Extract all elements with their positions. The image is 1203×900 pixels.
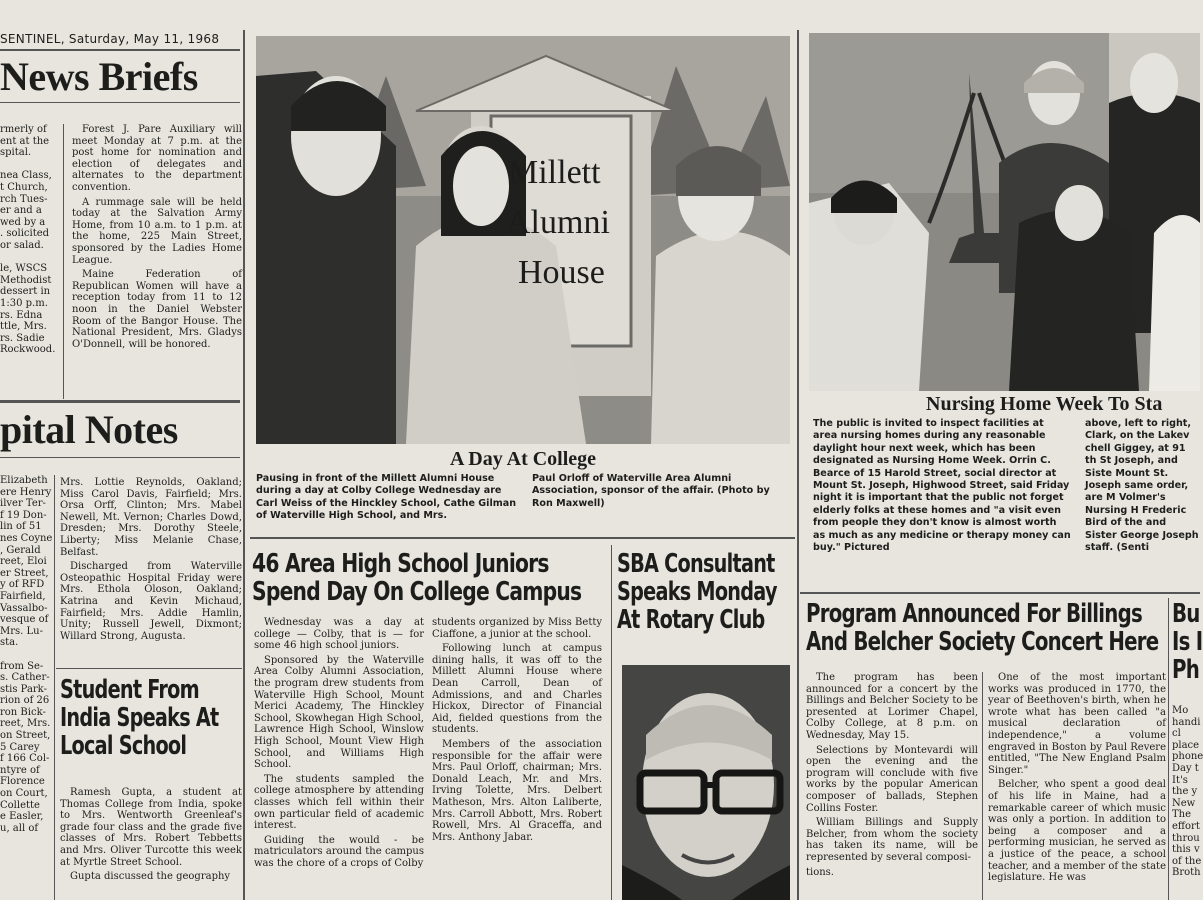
briefs-rule <box>0 102 240 103</box>
briefs-fragment-line: wed by a <box>0 216 46 228</box>
college-caption-right: Paul Orloff of Waterville Area Alumni Association, sponsor of the affair. (Photo by Ron Maxwell) <box>532 473 770 509</box>
hospital-fragment-line: ere Henry <box>0 486 52 498</box>
india-paragraph: Gupta discussed the geography <box>70 871 231 883</box>
nursing-home-photo <box>809 33 1200 391</box>
right-edge-fragment-line: phone <box>1172 751 1203 763</box>
hospital-fragment-line: ilver Ter- <box>0 498 46 510</box>
hospital-fragment-line: Elizabeth <box>0 475 48 486</box>
right-edge-fragment-line: The <box>1172 809 1192 821</box>
hospital-fragment-line: reet, Mrs. <box>0 718 51 730</box>
nursing-caption-left: The public is invited to inspect facilities at area nursing homes during any reasonable daylight hour next week, which has been designated as Nursing Home Week. Orrin C. Bearce of 15 Harold Street, social director at Mount St. Joseph, Highwood Street, said Friday night it is important that the public not forget elderly folks at these homes and "a visit even from people they don't know is almost worth as much as any medicine or therapy money can buy." Pictured <box>813 418 1071 554</box>
india-headline <box>60 676 240 760</box>
masthead-rule <box>0 49 240 51</box>
juniors-paragraph: Members of the association responsible for the affair were Mrs. Paul Orloff, chairman; Mrs. Donald Leach, Mr. and Mrs. Irving Tolette, Mrs. Delbert Matheson, Mrs. Alton Laliberte, Mrs. Carroll Abbott, Mrs. Robert Rowell, Mrs. Al Graceffa, and Mrs. Anthony Jabar. <box>432 738 602 843</box>
sba-headline <box>617 550 797 634</box>
nursing-caption-right: above, left to right, Clark, on the Lakev chell Giggey, at 91 th St Joseph, and Siste Mount St. Joseph same order, are M Volmer's Nursing H Frederic Bird of the and Sister George Joseph staff. (Senti <box>1085 418 1199 554</box>
brief-paragraph: A rummage sale will be held today at the Salvation Army Home, from 10 a.m. to 1 p.m. at the home, 225 Main Street, sponsored by the Ladies Home League. <box>72 196 242 266</box>
hospital-fragment-line: u, all of <box>0 822 39 834</box>
brief-paragraph: Maine Federation of Republican Women will have a reception today from 11 to 12 noon in the Daniel Webster Room of the Bangor House. The National President, Mrs. Gladys O'Donnell, will be honored. <box>72 269 242 350</box>
hospital-fragment-line: on Street, <box>0 730 51 742</box>
juniors-column-1 <box>254 617 424 900</box>
hospital-fragment-line: from Se- <box>0 660 44 672</box>
right-edge-title-line: Is I <box>1172 627 1203 658</box>
hospital-fragment-line: y of RFD <box>0 579 45 591</box>
section-rule <box>250 537 795 539</box>
right-edge-column <box>1172 705 1203 900</box>
briefs-fragment-line: 1:30 p.m. <box>0 297 48 309</box>
juniors-headline <box>252 550 612 606</box>
india-title-line: Local School <box>60 731 187 762</box>
college-caption-left: Pausing in front of the Millett Alumni House during a day at Colby College Wednesday are Carl Weiss of the Hinckley School, Cathe Gilman of Waterville High School, and Mrs. <box>256 473 517 522</box>
briefs-fragment-line: er and a <box>0 205 42 217</box>
hospital-fragment-line: reet, Eloi <box>0 556 47 568</box>
briefs-fragment-line: or salad. <box>0 239 44 251</box>
college-photo-headline: A Day At College <box>449 448 597 470</box>
masthead: SENTINEL, Saturday, May 11, 1968 <box>0 32 220 46</box>
juniors-paragraph: students organized by Miss Betty Ciaffone, a junior at the school. <box>432 617 602 640</box>
hospital-fragment-line: ntyre of <box>0 764 40 776</box>
concert-column-1 <box>806 672 978 900</box>
sba-portrait-art <box>622 665 790 900</box>
section-rule <box>800 592 1200 594</box>
sba-title-line: Speaks Monday <box>617 577 777 608</box>
brief-paragraph: Forest J. Pare Auxiliary will meet Monday at 7 p.m. at the post home for nomination and election of delegates and alternates to the department convention. <box>72 124 242 193</box>
hospital-fragment-line: e Easler, <box>0 811 44 823</box>
right-edge-title-line: Bu <box>1172 599 1200 629</box>
right-edge-headline <box>1172 599 1203 686</box>
right-edge-fragment-line: It's <box>1172 774 1188 786</box>
briefs-fragment-line: nea Class, <box>0 170 52 182</box>
briefs-fragment-line <box>0 159 62 171</box>
right-edge-fragment-line: effort <box>1172 820 1200 832</box>
briefs-left-column <box>0 124 62 404</box>
briefs-fragment-line: rch Tues- <box>0 193 48 205</box>
right-edge-fragment-line: the y <box>1172 786 1198 798</box>
hospital-fragment-line: stis Park- <box>0 683 47 695</box>
concert-headline <box>806 600 1166 656</box>
briefs-fragment-line: rs. Sadie <box>0 332 45 344</box>
briefs-fragment-line: spital. <box>0 147 32 159</box>
juniors-paragraph: Sponsored by the Waterville Area Colby Alumni Association, the program drew students from Waterville High School, Mount Merici Academy, The Hinckley School, Skowhegan High School, Lawrence High School, Winslow High School, Mount View High School, and Williams High School. <box>254 654 424 771</box>
india-body <box>60 787 242 900</box>
hospital-fragment-line: rion of 26 <box>0 695 50 707</box>
juniors-paragraph: Wednesday was a day at college — Colby, that is — for some 46 high school juniors. <box>254 617 424 652</box>
column-rule <box>1168 598 1169 900</box>
hospital-fragment-line: f 19 Don- <box>0 509 47 521</box>
column-rule <box>243 30 245 900</box>
briefs-fragment-line: Rockwood. <box>0 344 56 356</box>
news-briefs-title: News Briefs <box>0 54 198 99</box>
concert-title-line: And Belcher Society Concert Here <box>806 627 1159 658</box>
juniors-paragraph: The students sampled the college atmosphere by attending classes which fell within their own particular field of academic interest. <box>254 773 424 832</box>
concert-title-line: Program Announced For Billings <box>806 599 1143 629</box>
concert-column-2 <box>988 672 1166 900</box>
hospital-fragment-line: Collette <box>0 799 40 811</box>
hospital-discharged: Discharged from Waterville Osteopathic Hospital Friday were Mrs. Ethola Oloson, Oakland; Katrina and Kevin Michaud, Fairfield; Mrs. Addie Hamlin, Unity; Russell Jewell, Dixmont; Willard Strong, Augusta. <box>60 561 242 642</box>
briefs-fragment-line: dessert in <box>0 286 51 298</box>
hospital-admitted: Mrs. Lottie Reynolds, Oakland; Miss Carol Davis, Fairfield; Mrs. Orsa Orff, Clinton; Mrs. Mabel Newell, Mt. Vernon; Charles Dowd, Dresden; Mrs. Dorothy Steele, Liberty; Miss Melanie Chase, Belfast. <box>60 477 242 558</box>
juniors-paragraph: Following lunch at campus dining halls, it was off to the Millett Alumni House where Dean Carroll, Dean of Admissions, and and Charles Hickox, Director of Financial Aid, fielded questions from the students. <box>432 643 602 736</box>
concert-paragraph: The program has been announced for a concert by the Billings and Belcher Society to be presented at Lorimer Chapel, Colby College, at 8 p.m. on Wednesday, May 15. <box>806 672 978 741</box>
juniors-title-line: Spend Day On College Campus <box>252 577 582 608</box>
sign-text: Alumni <box>506 204 610 241</box>
briefs-fragment-line: ent at the <box>0 135 50 147</box>
hospital-col-rule <box>54 475 55 900</box>
briefs-fragment-line: t Church, <box>0 181 48 193</box>
concert-paragraph: tions. <box>806 866 834 878</box>
hospital-fragment-line: s. Cather- <box>0 672 50 684</box>
section-rule <box>0 400 240 403</box>
hospital-rule <box>0 457 240 458</box>
briefs-fragment-line <box>0 252 62 264</box>
right-edge-title-line: Ph <box>1172 655 1200 686</box>
right-edge-fragment-line: cl <box>1172 728 1181 740</box>
concert-paragraph: Belcher, who spent a good deal of his life in Maine, had a remarkable career of which music was only a portion. In addition to being a composer and a performing musician, he served as a justice of the peace, a school teacher, and a member of the state legislature. He was <box>988 779 1166 884</box>
sign-text: Millett <box>508 154 601 191</box>
hospital-fragment-line: vesque of <box>0 614 49 626</box>
hospital-fragment-line: sta. <box>0 637 19 649</box>
right-edge-fragment-line: Day t <box>1172 762 1199 774</box>
hospital-fragment-line: Vassalbo- <box>0 602 48 614</box>
hospital-fragment-line: f 166 Col- <box>0 753 50 765</box>
concert-paragraph: One of the most important works was produced in 1770, the year of Beethoven's birth, when he wrote what has been called "a musical declaration of independence," a volume engraved in Boston by Paul Revere entitled, "The New England Psalm Singer." <box>988 672 1166 776</box>
hospital-fragment-line: er Street, <box>0 567 49 579</box>
right-edge-fragment-line: place <box>1172 739 1200 751</box>
right-edge-fragment-line: Broth <box>1172 867 1201 879</box>
india-rule <box>56 668 242 669</box>
sba-title-line: SBA Consultant <box>617 549 775 579</box>
nursing-home-photo-art <box>809 33 1200 391</box>
column-rule <box>982 672 983 900</box>
india-title-line: Student From <box>60 675 199 705</box>
hospital-fragment-line: nes Coyne <box>0 532 53 544</box>
hospital-fragment-line <box>0 649 52 661</box>
sba-portrait-photo <box>622 665 790 900</box>
right-edge-fragment-line: Mo <box>1172 705 1189 716</box>
right-edge-fragment-line: of the <box>1172 855 1202 867</box>
college-photo <box>256 36 790 444</box>
india-paragraph: Ramesh Gupta, a student at Thomas College from India, spoke to Mrs. Wentworth Greenleaf's grade four class and the grade five classes of Mrs. Robert Tebbetts and Mrs. Oliver Turcotte this week at Myrtle Street School. <box>60 787 242 868</box>
sba-title-line: At Rotary Club <box>617 605 765 636</box>
concert-paragraph: William Billings and Supply Belcher, from whom the society has taken its name, will be represented by several composi- <box>806 817 978 863</box>
hospital-notes-title: pital Notes <box>0 407 178 452</box>
hospital-fragment-line: Fairfield, <box>0 590 46 602</box>
right-edge-fragment-line: this v <box>1172 844 1200 856</box>
briefs-fragment-line: rmerly of <box>0 124 47 135</box>
sign-text: House <box>518 254 605 291</box>
briefs-fragment-line: le, WSCS <box>0 263 48 275</box>
hospital-left-column <box>0 475 52 900</box>
right-edge-fragment-line: handi <box>1172 716 1201 728</box>
hospital-fragment-line: Florence <box>0 776 45 788</box>
hospital-fragment-line: on Court, <box>0 788 48 800</box>
column-rule <box>611 545 612 900</box>
hospital-fragment-line: , Gerald <box>0 544 41 556</box>
briefs-col-rule <box>63 124 64 399</box>
right-edge-fragment-line: New <box>1172 797 1196 809</box>
hospital-fragment-line: Mrs. Lu- <box>0 625 43 637</box>
juniors-column-2 <box>432 617 602 900</box>
juniors-title-line: 46 Area High School Juniors <box>252 549 549 579</box>
hospital-fragment-line: ron Bick- <box>0 706 46 718</box>
right-edge-fragment-line: throu <box>1172 832 1200 844</box>
concert-paragraph: Selections by Montevardi will open the evening and the program will conclude with five works by the popular American composer of ballads, Stephen Collins Foster. <box>806 744 978 814</box>
briefs-fragment-line: . solicited <box>0 228 50 240</box>
hospital-main-column <box>60 477 242 667</box>
briefs-fragment-line: Methodist <box>0 274 52 286</box>
nursing-home-headline: Nursing Home Week To Sta <box>926 393 1163 415</box>
column-rule <box>797 30 799 900</box>
hospital-fragment-line: lin of 51 <box>0 521 42 533</box>
briefs-fragment-line: ttle, Mrs. <box>0 321 47 333</box>
briefs-main-column <box>72 124 242 404</box>
india-title-line: India Speaks At <box>60 703 219 734</box>
juniors-paragraph: Guiding the would - be matriculators around the campus was the chore of a crops of Colby <box>254 834 424 869</box>
briefs-fragment-line: rs. Edna <box>0 309 43 321</box>
hospital-fragment-line: 5 Carey <box>0 741 40 753</box>
